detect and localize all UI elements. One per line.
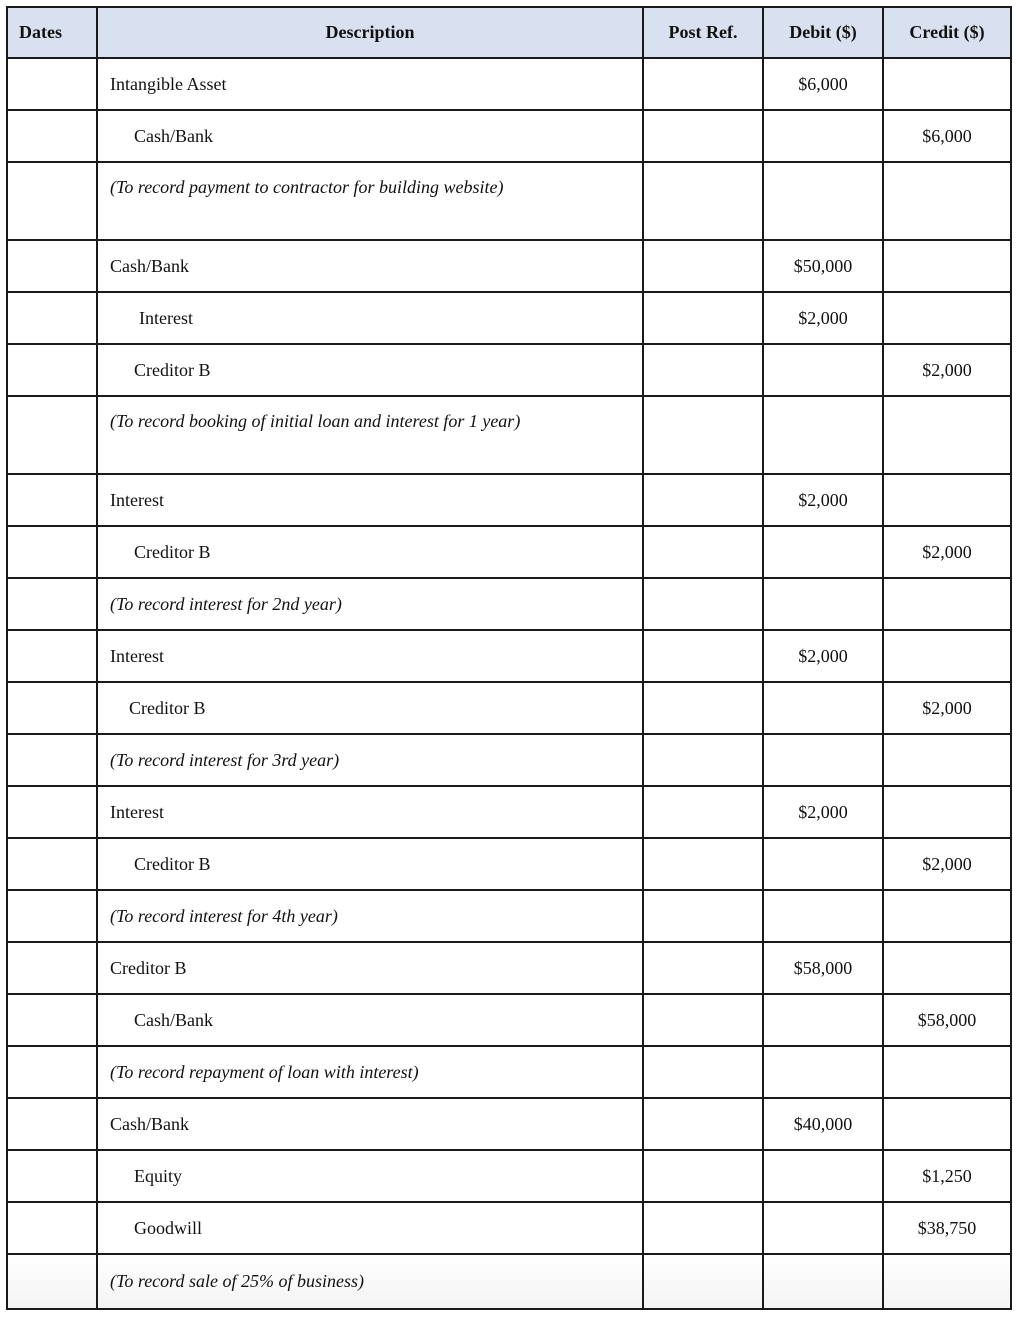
debit-cell: $50,000	[763, 240, 883, 292]
table-row	[7, 58, 1011, 110]
post-ref-cell	[643, 1046, 763, 1098]
description-cell: Equity	[97, 1150, 643, 1202]
table-row	[7, 1254, 1011, 1309]
description-cell: Interest	[97, 292, 643, 344]
description-cell: Cash/Bank	[97, 110, 643, 162]
description-cell: Intangible Asset	[97, 58, 643, 110]
debit-cell	[763, 994, 883, 1046]
description-cell: Cash/Bank	[97, 1098, 643, 1150]
date-cell	[7, 526, 97, 578]
header-dates: Dates	[7, 7, 97, 58]
post-ref-cell	[643, 110, 763, 162]
credit-cell	[883, 578, 1011, 630]
post-ref-cell	[643, 994, 763, 1046]
description-cell: Goodwill	[97, 1202, 643, 1254]
narration-cell: (To record interest for 4th year)	[97, 890, 643, 942]
description-cell: Interest	[97, 786, 643, 838]
post-ref-cell	[643, 1254, 763, 1309]
credit-cell	[883, 396, 1011, 474]
debit-cell	[763, 526, 883, 578]
debit-cell	[763, 578, 883, 630]
debit-cell	[763, 110, 883, 162]
table-row	[7, 110, 1011, 162]
date-cell	[7, 240, 97, 292]
credit-cell: $6,000	[883, 110, 1011, 162]
credit-cell: $2,000	[883, 682, 1011, 734]
header-credit: Credit ($)	[883, 7, 1011, 58]
date-cell	[7, 162, 97, 240]
debit-cell: $2,000	[763, 292, 883, 344]
table-row	[7, 890, 1011, 942]
post-ref-cell	[643, 578, 763, 630]
narration-cell: (To record sale of 25% of business)	[97, 1254, 643, 1309]
date-cell	[7, 474, 97, 526]
date-cell	[7, 1202, 97, 1254]
narration-cell: (To record interest for 3rd year)	[97, 734, 643, 786]
table-row	[7, 396, 1011, 474]
date-cell	[7, 292, 97, 344]
post-ref-cell	[643, 474, 763, 526]
debit-cell	[763, 344, 883, 396]
date-cell	[7, 942, 97, 994]
description-cell: Creditor B	[97, 942, 643, 994]
credit-cell: $38,750	[883, 1202, 1011, 1254]
credit-cell: $58,000	[883, 994, 1011, 1046]
date-cell	[7, 786, 97, 838]
description-cell: Creditor B	[97, 682, 643, 734]
debit-cell: $2,000	[763, 474, 883, 526]
table-row	[7, 292, 1011, 344]
debit-cell	[763, 1254, 883, 1309]
table-row	[7, 1150, 1011, 1202]
description-cell: Cash/Bank	[97, 994, 643, 1046]
credit-cell	[883, 58, 1011, 110]
post-ref-cell	[643, 786, 763, 838]
narration-cell: (To record booking of initial loan and interest for 1 year)	[97, 396, 643, 474]
post-ref-cell	[643, 162, 763, 240]
header-description: Description	[97, 7, 643, 58]
date-cell	[7, 1098, 97, 1150]
debit-cell: $6,000	[763, 58, 883, 110]
credit-cell	[883, 474, 1011, 526]
post-ref-cell	[643, 890, 763, 942]
debit-cell: $2,000	[763, 786, 883, 838]
table-row	[7, 630, 1011, 682]
date-cell	[7, 344, 97, 396]
debit-cell	[763, 1046, 883, 1098]
credit-cell	[883, 1098, 1011, 1150]
table-row	[7, 240, 1011, 292]
credit-cell	[883, 1254, 1011, 1309]
table-row	[7, 1098, 1011, 1150]
credit-cell: $2,000	[883, 838, 1011, 890]
debit-cell	[763, 734, 883, 786]
description-cell: Creditor B	[97, 838, 643, 890]
post-ref-cell	[643, 396, 763, 474]
debit-cell	[763, 890, 883, 942]
credit-cell	[883, 942, 1011, 994]
credit-cell	[883, 630, 1011, 682]
date-cell	[7, 994, 97, 1046]
post-ref-cell	[643, 240, 763, 292]
narration-cell: (To record interest for 2nd year)	[97, 578, 643, 630]
post-ref-cell	[643, 292, 763, 344]
date-cell	[7, 838, 97, 890]
credit-cell	[883, 292, 1011, 344]
header-post-ref: Post Ref.	[643, 7, 763, 58]
table-row	[7, 838, 1011, 890]
description-cell: Interest	[97, 474, 643, 526]
post-ref-cell	[643, 1098, 763, 1150]
post-ref-cell	[643, 942, 763, 994]
date-cell	[7, 682, 97, 734]
description-cell: Interest	[97, 630, 643, 682]
description-cell: Creditor B	[97, 344, 643, 396]
post-ref-cell	[643, 344, 763, 396]
table-row	[7, 578, 1011, 630]
table-row	[7, 162, 1011, 240]
post-ref-cell	[643, 838, 763, 890]
table-row	[7, 786, 1011, 838]
credit-cell	[883, 734, 1011, 786]
date-cell	[7, 396, 97, 474]
journal-table	[6, 6, 1012, 1310]
date-cell	[7, 630, 97, 682]
header-debit: Debit ($)	[763, 7, 883, 58]
debit-cell	[763, 682, 883, 734]
post-ref-cell	[643, 682, 763, 734]
credit-cell	[883, 1046, 1011, 1098]
post-ref-cell	[643, 58, 763, 110]
table-row	[7, 994, 1011, 1046]
date-cell	[7, 58, 97, 110]
date-cell	[7, 1254, 97, 1309]
table-row	[7, 474, 1011, 526]
debit-cell	[763, 162, 883, 240]
credit-cell	[883, 162, 1011, 240]
post-ref-cell	[643, 1150, 763, 1202]
date-cell	[7, 578, 97, 630]
table-row	[7, 1202, 1011, 1254]
date-cell	[7, 110, 97, 162]
table-row	[7, 344, 1011, 396]
date-cell	[7, 1046, 97, 1098]
table-row	[7, 526, 1011, 578]
debit-cell	[763, 396, 883, 474]
debit-cell: $40,000	[763, 1098, 883, 1150]
date-cell	[7, 890, 97, 942]
credit-cell: $2,000	[883, 344, 1011, 396]
debit-cell	[763, 838, 883, 890]
credit-cell: $1,250	[883, 1150, 1011, 1202]
description-cell: Cash/Bank	[97, 240, 643, 292]
date-cell	[7, 1150, 97, 1202]
credit-cell	[883, 786, 1011, 838]
debit-cell	[763, 1202, 883, 1254]
table-row	[7, 1046, 1011, 1098]
debit-cell: $58,000	[763, 942, 883, 994]
post-ref-cell	[643, 1202, 763, 1254]
table-row	[7, 682, 1011, 734]
date-cell	[7, 734, 97, 786]
post-ref-cell	[643, 630, 763, 682]
credit-cell	[883, 890, 1011, 942]
narration-cell: (To record repayment of loan with interest)	[97, 1046, 643, 1098]
credit-cell: $2,000	[883, 526, 1011, 578]
table-row	[7, 734, 1011, 786]
debit-cell	[763, 1150, 883, 1202]
post-ref-cell	[643, 734, 763, 786]
narration-cell: (To record payment to contractor for building website)	[97, 162, 643, 240]
description-cell: Creditor B	[97, 526, 643, 578]
post-ref-cell	[643, 526, 763, 578]
credit-cell	[883, 240, 1011, 292]
table-row	[7, 942, 1011, 994]
debit-cell: $2,000	[763, 630, 883, 682]
header-row	[7, 7, 1011, 58]
